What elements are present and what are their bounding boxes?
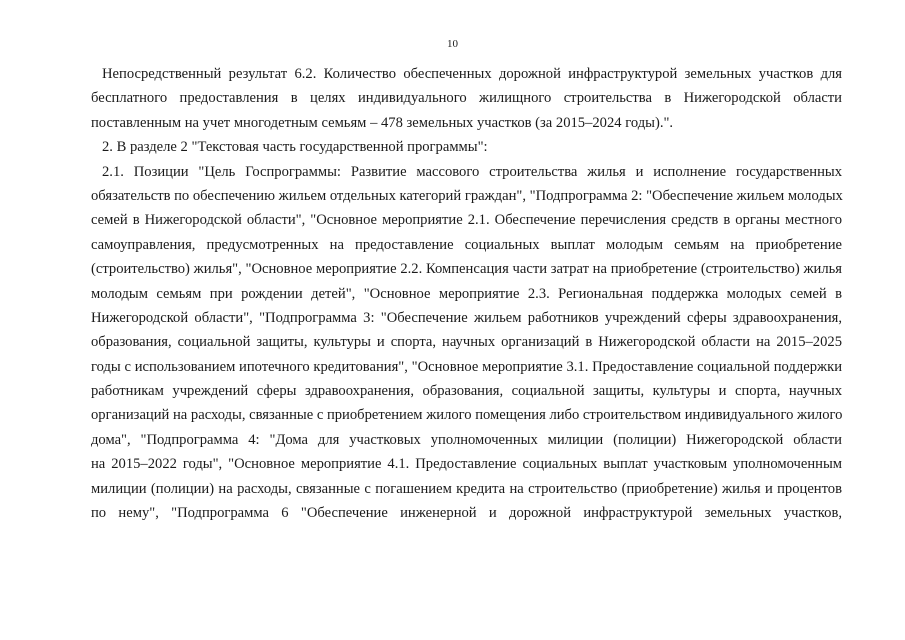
text-line: Непосредственный результат 6.2. Количество обеспеченных дорожной инфраструктурой земельных участков для (102, 66, 842, 82)
text-line: поставленным на учет многодетным семьям – 478 земельных участков (за 2015–2024 годы).". (91, 114, 674, 131)
paragraph-section-2-heading (91, 135, 842, 159)
text-line: работникам учреждений сферы здравоохранения, образования, социальной защиты, культуры и спорта, научных (91, 383, 842, 400)
text-line: 2. В разделе 2 "Текстовая часть государственной программы": (102, 139, 488, 156)
text-line: семей в Нижегородской области", "Основное мероприятие 2.1. Обеспечение перечисления средств в органы местного (91, 212, 842, 229)
text-line: 2.1. Позиции "Цель Госпрограммы: Развитие массового строительства жилья и исполнение государственных (102, 163, 842, 180)
text-line: самоуправления, предусмотренных на предоставление социальных выплат молодым семьям на приобретение (91, 236, 842, 253)
document-body (91, 62, 842, 525)
text-line: (строительство) жилья", "Основное мероприятие 2.2. Компенсация части затрат на приобретение (строительство) жилья (91, 261, 842, 278)
text-line: организаций на расходы, связанные с приобретением жилого помещения либо строительством индивидуального жилого (91, 407, 843, 424)
text-line: молодым семьям при рождении детей", "Основное мероприятие 2.3. Региональная поддержка молодых семей в (91, 285, 842, 302)
text-line: Нижегородской области", "Подпрограмма 3: "Обеспечение жильем работников учреждений сферы здравоохранения, (91, 309, 842, 326)
text-line: милиции (полиции) на расходы, связанные с погашением кредита на строительство (приобретение) жилья и процентов (91, 480, 842, 497)
paragraph-section-2-1 (91, 160, 842, 526)
text-line: образования, социальной защиты, культуры и спорта, научных организаций в Нижегородской области на 2015–2025 (91, 334, 842, 351)
text-line: годы с использованием ипотечного кредитования", "Основное мероприятие 3.1. Предоставление социальной поддержки (91, 358, 842, 375)
text-line: дома", "Подпрограмма 4: "Дома для участковых уполномоченных милиции (полиции) Нижегородской области (91, 431, 842, 448)
text-line: обязательств по обеспечению жильем отдельных категорий граждан", "Подпрограмма 2: "Обеспечение жильем молодых (91, 187, 843, 204)
text-line: бесплатного предоставления в целях индивидуального жилищного строительства в Нижегородской области (91, 90, 842, 107)
page-number: 10 (447, 38, 458, 50)
text-line: на 2015–2022 годы", "Основное мероприятие 4.1. Предоставление социальных выплат участковым уполномоченным (91, 456, 842, 473)
paragraph-immediate-result (91, 62, 842, 135)
text-line: по нему", "Подпрограмма 6 "Обеспечение инженерной и дорожной инфраструктурой земельных участков, (91, 505, 842, 522)
